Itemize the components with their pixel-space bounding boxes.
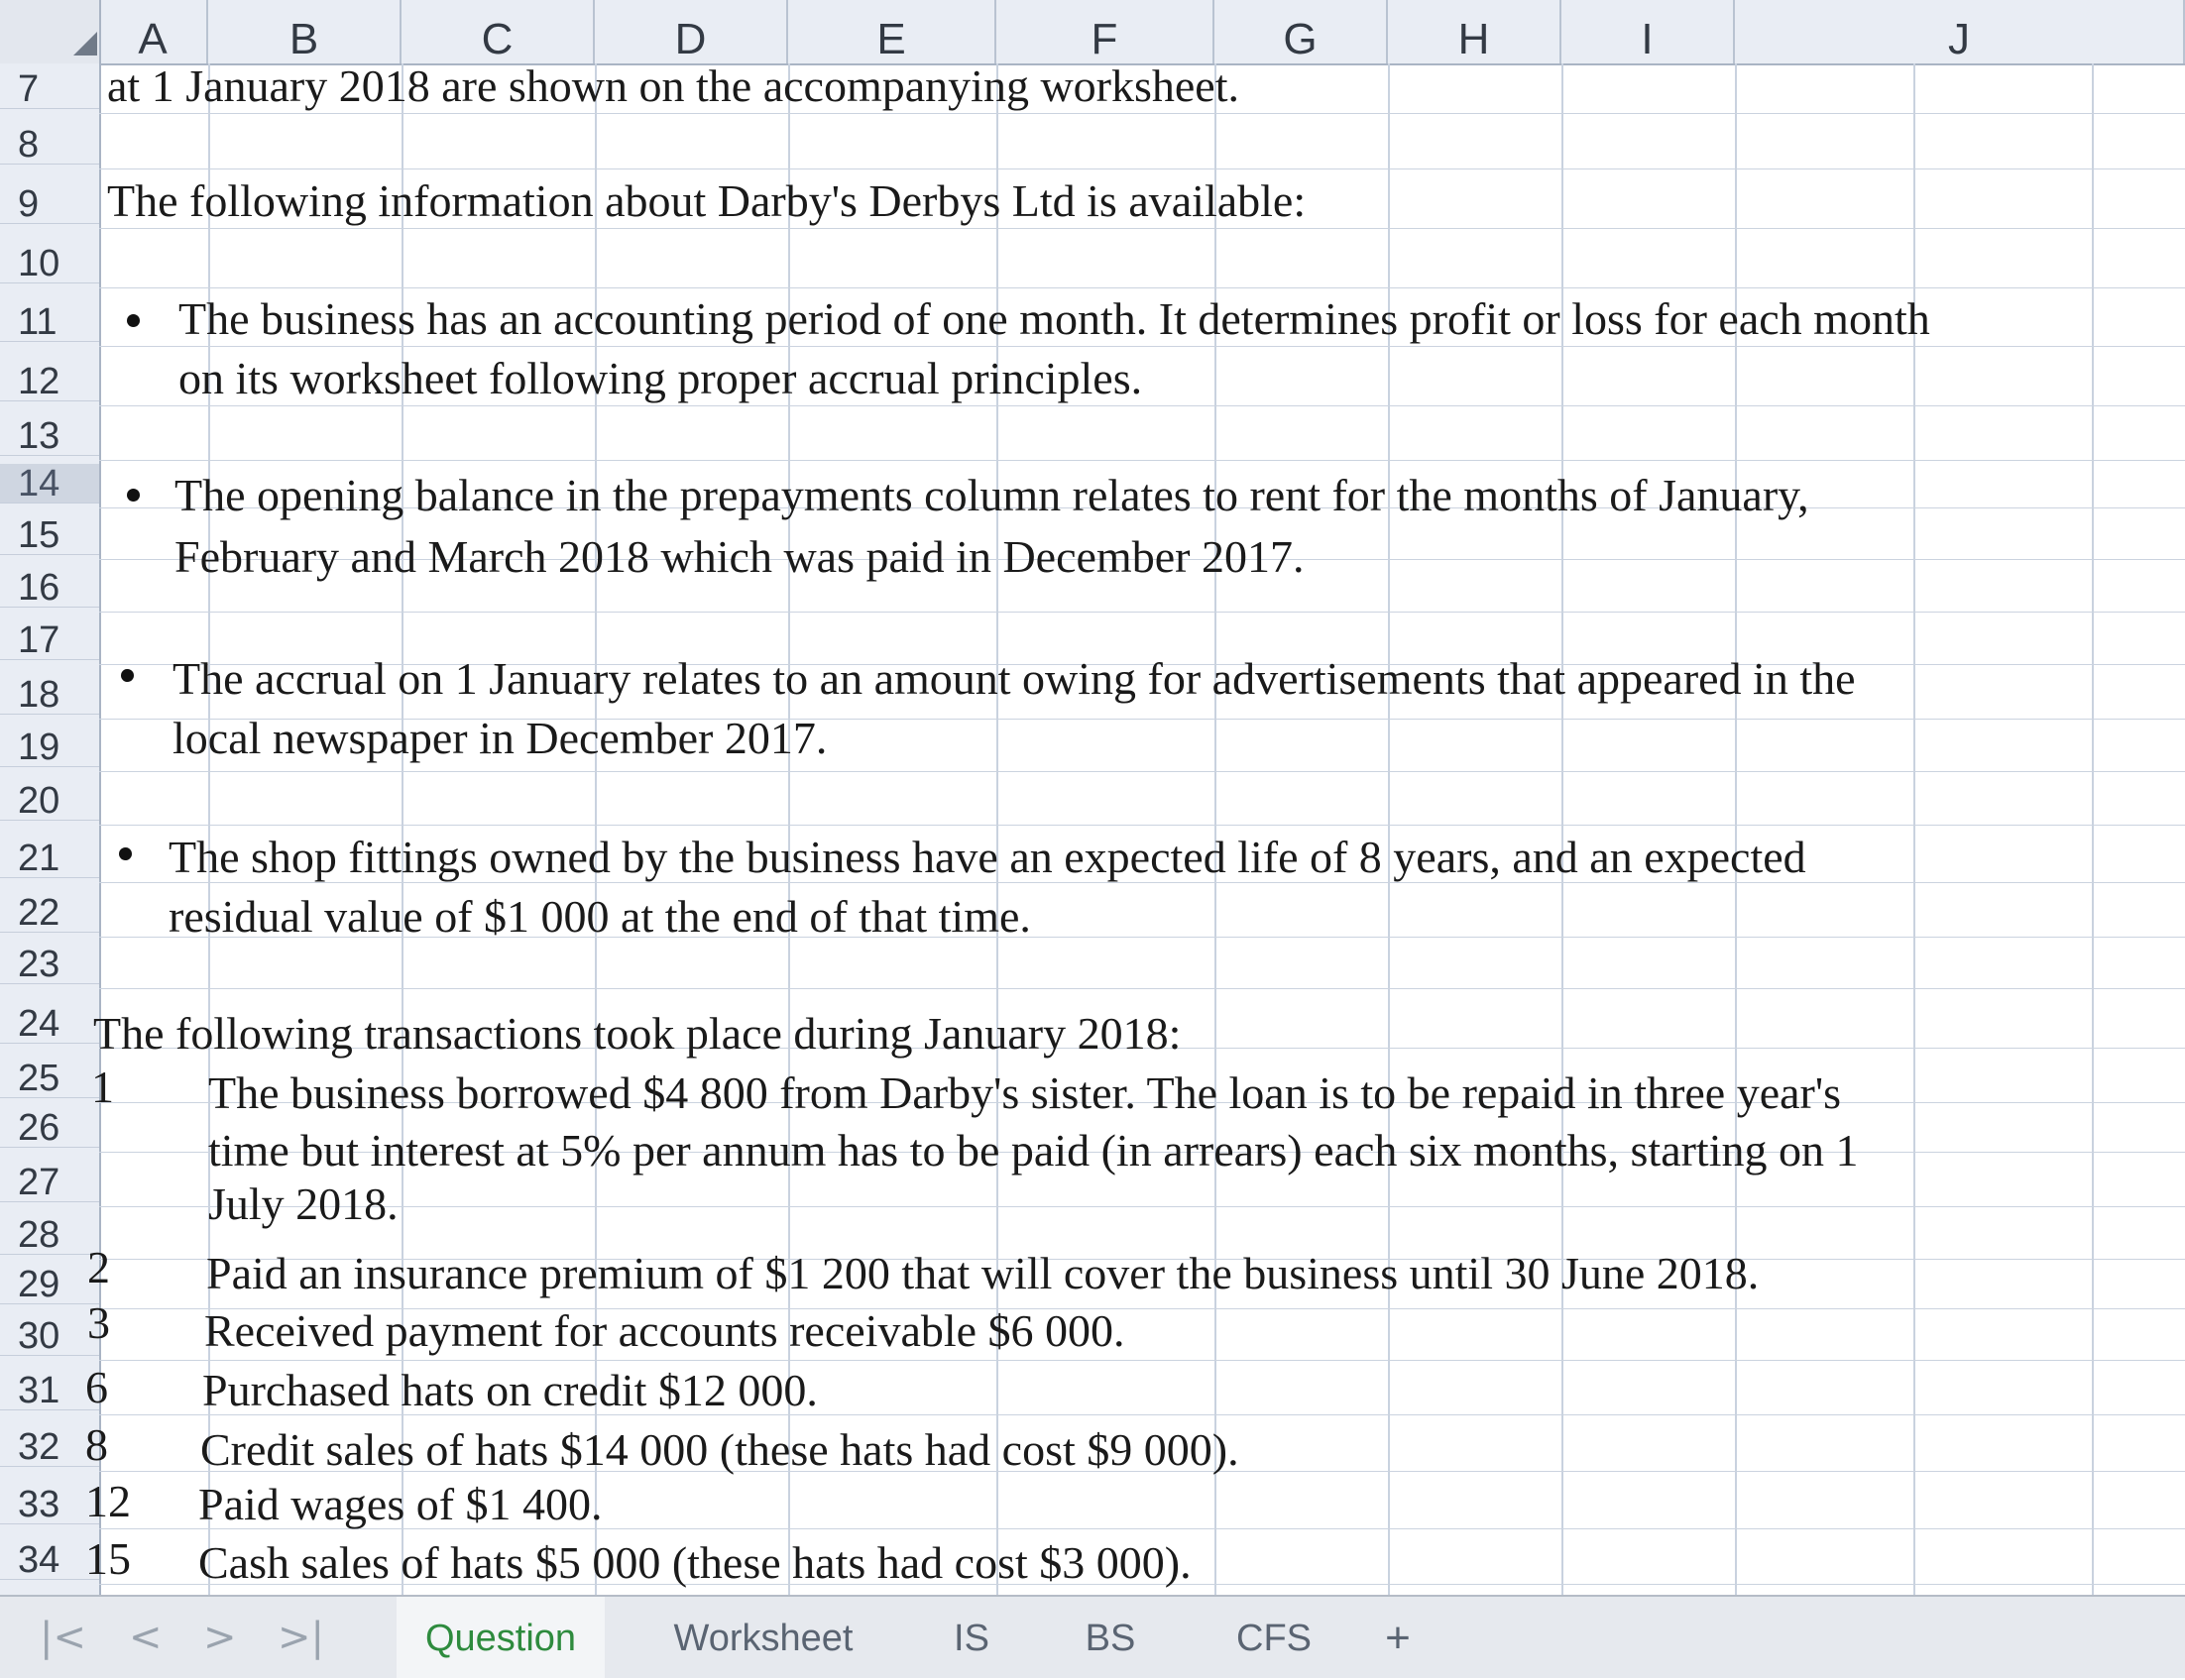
grid-line — [99, 228, 2185, 229]
row-header-14[interactable]: 14 — [0, 464, 99, 504]
tab-worksheet[interactable]: Worksheet — [673, 1618, 854, 1659]
row-header-20[interactable]: 20 — [0, 781, 99, 821]
row-header-28[interactable]: 28 — [0, 1215, 99, 1255]
row-header-26[interactable]: 26 — [0, 1108, 99, 1148]
column-header-bar — [0, 0, 2185, 65]
column-header-j[interactable]: J — [1735, 0, 2185, 63]
transaction-line: time but interest at 5% per annum has to be paid (in arrears) each six months, starting on 1 — [208, 1125, 1859, 1176]
column-header-e[interactable]: E — [788, 0, 996, 63]
row-header-17[interactable]: 17 — [0, 620, 99, 660]
bullet-icon — [127, 489, 140, 502]
transaction-day: 12 — [85, 1476, 131, 1526]
grid-line — [99, 113, 2185, 114]
prev-sheet-icon[interactable]: < — [129, 1615, 163, 1660]
row-header-34[interactable]: 34 — [0, 1540, 99, 1580]
add-sheet-button[interactable]: + — [1385, 1614, 1411, 1662]
bullet-icon — [121, 669, 134, 682]
column-header-a[interactable]: A — [99, 0, 208, 63]
row-header-8[interactable]: 8 — [0, 125, 99, 165]
column-header-h[interactable]: H — [1388, 0, 1561, 63]
row-header-27[interactable]: 27 — [0, 1163, 99, 1202]
tab-cfs[interactable]: CFS — [1236, 1618, 1312, 1659]
row-header-23[interactable]: 23 — [0, 945, 99, 984]
grid-line — [99, 346, 2185, 347]
transaction-day: 3 — [87, 1297, 110, 1348]
cell-text-r9: The following information about Darby's Derbys Ltd is available: — [107, 175, 1307, 226]
transaction-line: Paid an insurance premium of $1 200 that will cover the business until 30 June 2018. — [206, 1248, 1760, 1298]
row-header-33[interactable]: 33 — [0, 1485, 99, 1524]
sheet-tab-bar — [0, 1595, 2185, 1678]
transaction-line: Paid wages of $1 400. — [198, 1479, 603, 1529]
cell-text-r16: February and March 2018 which was paid in December 2017. — [174, 531, 1305, 582]
row-header-31[interactable]: 31 — [0, 1371, 99, 1410]
row-header-24[interactable]: 24 — [0, 1004, 99, 1044]
row-header-12[interactable]: 12 — [0, 362, 99, 401]
row-header-30[interactable]: 30 — [0, 1316, 99, 1356]
select-all-corner[interactable] — [0, 0, 101, 63]
row-header-7[interactable]: 7 — [0, 69, 99, 109]
cell-text-r11: The business has an accounting period of one month. It determines profit or loss for each month — [178, 293, 1930, 344]
row-header-19[interactable]: 19 — [0, 728, 99, 767]
column-header-d[interactable]: D — [595, 0, 788, 63]
cell-text-r12: on its worksheet following proper accrual principles. — [178, 353, 1143, 403]
cell-text-r21: The shop fittings owned by the business have an expected life of 8 years, and an expected — [169, 832, 1806, 882]
transaction-day: 2 — [87, 1242, 110, 1292]
row-header-10[interactable]: 10 — [0, 244, 99, 283]
column-header-c[interactable]: C — [402, 0, 595, 63]
row-header-11[interactable]: 11 — [0, 302, 99, 342]
transaction-line: Credit sales of hats $14 000 (these hats had cost $9 000). — [200, 1424, 1239, 1475]
row-header-22[interactable]: 22 — [0, 893, 99, 933]
column-header-i[interactable]: I — [1561, 0, 1735, 63]
grid-line — [99, 771, 2185, 772]
grid-line — [99, 612, 2185, 613]
transaction-day: 1 — [91, 1062, 114, 1112]
transaction-day: 8 — [85, 1419, 108, 1470]
transaction-line: Purchased hats on credit $12 000. — [202, 1365, 818, 1415]
grid-line — [99, 882, 2185, 883]
transaction-line: The business borrowed $4 800 from Darby's sister. The loan is to be repaid in three year's — [208, 1067, 1842, 1118]
grid-line — [99, 988, 2185, 989]
column-header-f[interactable]: F — [996, 0, 1214, 63]
cell-text-r18: The accrual on 1 January relates to an amount owing for advertisements that appeared in the — [172, 653, 1856, 704]
row-header-29[interactable]: 29 — [0, 1265, 99, 1304]
grid-line — [99, 405, 2185, 406]
transaction-day: 6 — [85, 1362, 108, 1412]
grid-line — [99, 1206, 2185, 1207]
column-header-g[interactable]: G — [1214, 0, 1388, 63]
cell-text-r22: residual value of $1 000 at the end of that time. — [169, 891, 1031, 942]
last-sheet-icon[interactable]: >| — [278, 1615, 324, 1660]
cell-text-r24: The following transactions took place during January 2018: — [93, 1008, 1182, 1059]
transaction-line: July 2018. — [208, 1178, 399, 1229]
grid-line — [99, 825, 2185, 826]
row-header-25[interactable]: 25 — [0, 1059, 99, 1098]
grid-line — [99, 287, 2185, 288]
transaction-line: Cash sales of hats $5 000 (these hats had cost $3 000). — [198, 1537, 1192, 1588]
tab-bs[interactable]: BS — [1085, 1618, 1136, 1659]
tab-question[interactable]: Question — [397, 1597, 605, 1678]
cell-text-r15: The opening balance in the prepayments column relates to rent for the months of January, — [174, 470, 1809, 520]
cell-text-r19: local newspaper in December 2017. — [172, 713, 828, 763]
bullet-icon — [119, 847, 132, 860]
row-header-32[interactable]: 32 — [0, 1427, 99, 1467]
select-all-triangle-icon — [73, 32, 97, 56]
next-sheet-icon[interactable]: > — [203, 1615, 237, 1660]
row-header-16[interactable]: 16 — [0, 568, 99, 608]
row-header-21[interactable]: 21 — [0, 839, 99, 878]
grid-line — [2092, 63, 2094, 1595]
first-sheet-icon[interactable]: |< — [40, 1615, 86, 1660]
row-header-9[interactable]: 9 — [0, 184, 99, 224]
row-header-13[interactable]: 13 — [0, 416, 99, 456]
column-header-b[interactable]: B — [208, 0, 402, 63]
cell-text-r7: at 1 January 2018 are shown on the accompanying worksheet. — [107, 60, 1240, 111]
grid-line — [99, 168, 2185, 169]
row-header-18[interactable]: 18 — [0, 675, 99, 715]
grid-line — [99, 460, 2185, 461]
bullet-icon — [127, 314, 140, 327]
tab-is[interactable]: IS — [954, 1618, 989, 1659]
grid-line — [99, 1360, 2185, 1361]
transaction-day: 15 — [85, 1533, 131, 1584]
transaction-line: Received payment for accounts receivable $6 000. — [204, 1305, 1125, 1356]
row-header-15[interactable]: 15 — [0, 515, 99, 555]
